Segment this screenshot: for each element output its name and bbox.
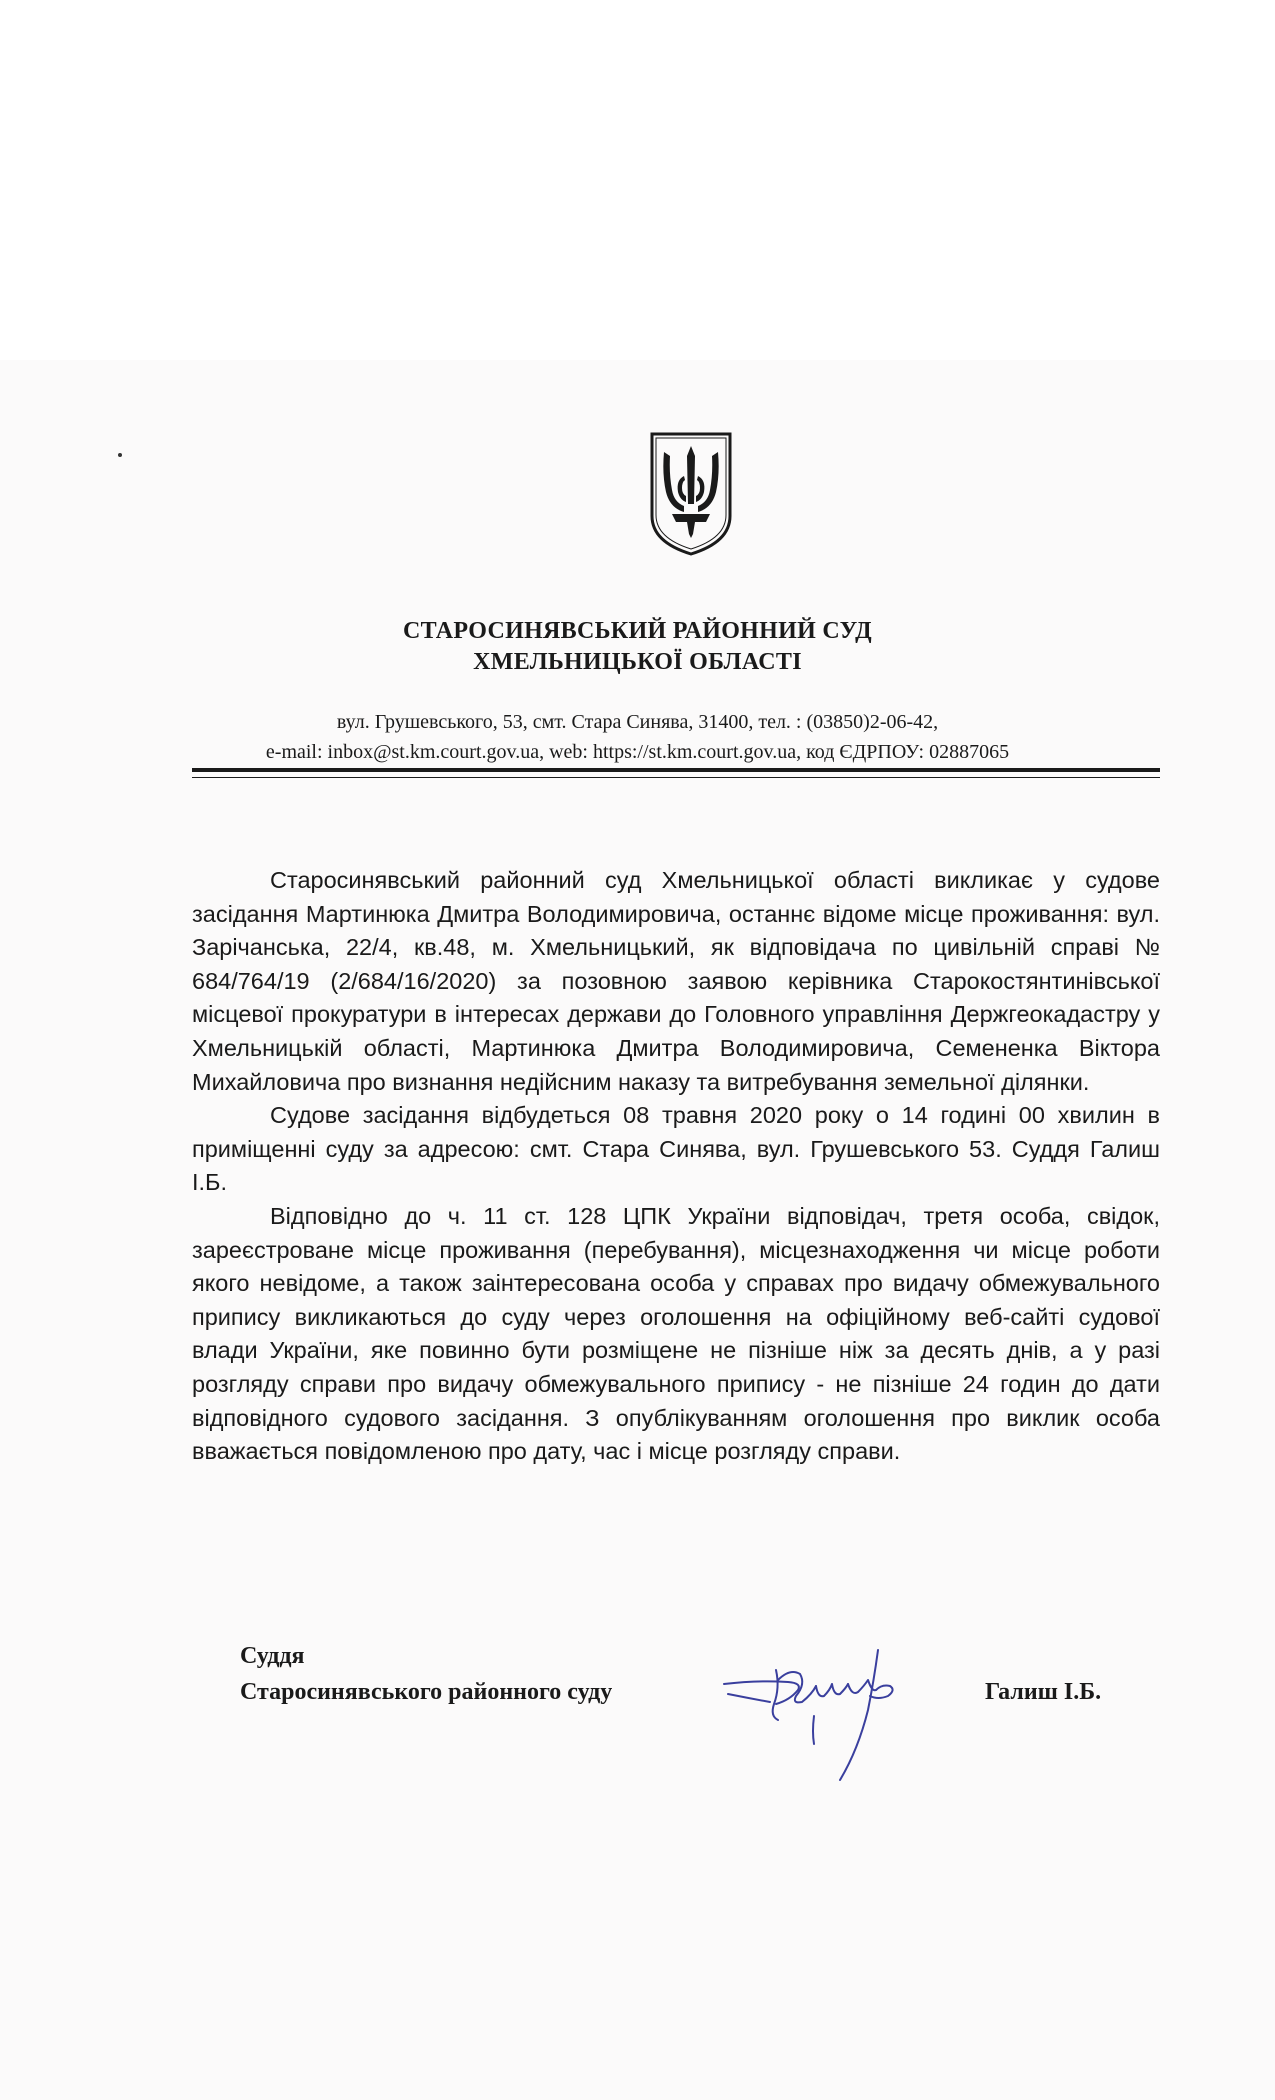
scan-speck [118,453,122,457]
summons-body [192,864,1160,1469]
header-divider-thick [192,768,1160,772]
paragraph-hearing-date: Судове засідання відбудеться 08 травня 2020 року о 14 годині 00 хвилин в приміщенні суду за адресою: смт. Стара Синява, вул. Грушевського 53. Суддя Галиш І.Б. [192,1102,1160,1196]
signatory-title-line1: Суддя [240,1643,305,1669]
signatory-title-line2: Старосинявського районного суду [240,1679,613,1705]
signatory-name: Галиш І.Б. [985,1679,1102,1705]
signatory-title [240,1638,612,1710]
trident-coat-of-arms-icon [648,430,734,558]
court-name-line1: СТАРОСИНЯВСЬКИЙ РАЙОННИЙ СУД [403,618,872,644]
paragraph-legal-basis: Відповідно до ч. 11 ст. 128 ЦПК України відповідач, третя особа, свідок, зареєстроване місце проживання (перебування), місцезнаходження чи місце роботи якого невідоме, а також заінтересована особа у справах про видачу обмежувального припису викликаються до суду через оголошення на офіційному веб-сайті судової влади України, яке повинно бути розміщене не пізніше ніж за десять днів, а у разі розгляду справи про видачу обмежувального припису - не пізніше 24 годин до дати відповідного судового засідання. З опублікуванням оголошення про виклик особа вважається повідомленою про дату, час і місце розгляду справи. [192,1202,1160,1465]
contact-email-web: e-mail: inbox@st.km.court.gov.ua, web: https://st.km.court.gov.ua, код ЄДРПОУ: 02887065 [265,741,1010,763]
contact-address: вул. Грушевського, 53, смт. Стара Синява, 31400, тел. : (03850)2-06-42, [336,711,939,733]
court-name-line2: ХМЕЛЬНИЦЬКОЇ ОБЛАСТІ [473,649,802,675]
paragraph-summons: Старосинявський районний суд Хмельницької області викликає у судове засідання Мартинюка Дмитра Володимировича, останнє відоме місце проживання: вул. Зарічанська, 22/4, кв.48, м. Хмельницький, як відповідача по цивільній справі № 684/764/19 (2/684/16/2020) за позовною заявою керівника Старокостянтинівської місцевої прокуратури в інтересах держави до Головного управління Держгеокадастру у Хмельницькій області, Мартинюка Дмитра Володимировича, Семененка Віктора Михайловича про визнання недійсним наказу та витребування земельної ділянки. [192,867,1160,1095]
header-divider-thin [192,777,1160,778]
handwritten-signature [718,1640,918,1790]
